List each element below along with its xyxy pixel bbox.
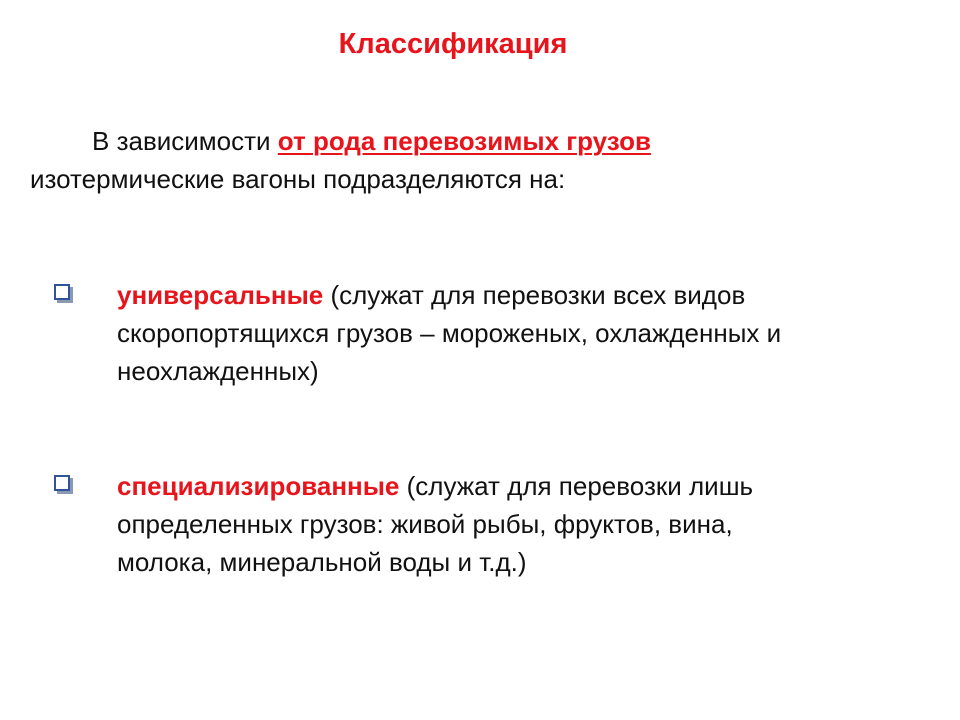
- bullet-term: специализированные: [117, 471, 400, 501]
- intro-text-before: В зависимости: [92, 126, 278, 156]
- intro-line-1: [30, 122, 930, 160]
- bullet-line-3: молока, минеральной воды и т.д.): [117, 547, 527, 577]
- bullet-term: универсальные: [117, 280, 324, 310]
- bullet-line1-rest: (служат для перевозки всех видов: [323, 280, 746, 310]
- bullet-line1-rest: (служат для перевозки лишь: [399, 471, 754, 501]
- slide-title: Классификация: [338, 28, 568, 60]
- bullet-line-1: [117, 276, 937, 314]
- intro-text-after: изотермические вагоны подразделяются на:: [30, 164, 566, 194]
- checkbox-icon: [54, 284, 70, 300]
- bullet-line-2: скоропортящихся грузов – мороженых, охлажденных и: [117, 318, 782, 348]
- intro-paragraph: [30, 122, 930, 198]
- checkbox-icon: [54, 475, 70, 491]
- bullet-line-2: определенных грузов: живой рыбы, фруктов, вина,: [117, 509, 733, 539]
- intro-highlight: от рода перевозимых грузов: [277, 126, 651, 156]
- bullet-text: [117, 276, 937, 390]
- bullet-line-3: неохлажденных): [117, 356, 319, 386]
- bullet-line-1: [117, 467, 937, 505]
- bullet-text: [117, 467, 937, 581]
